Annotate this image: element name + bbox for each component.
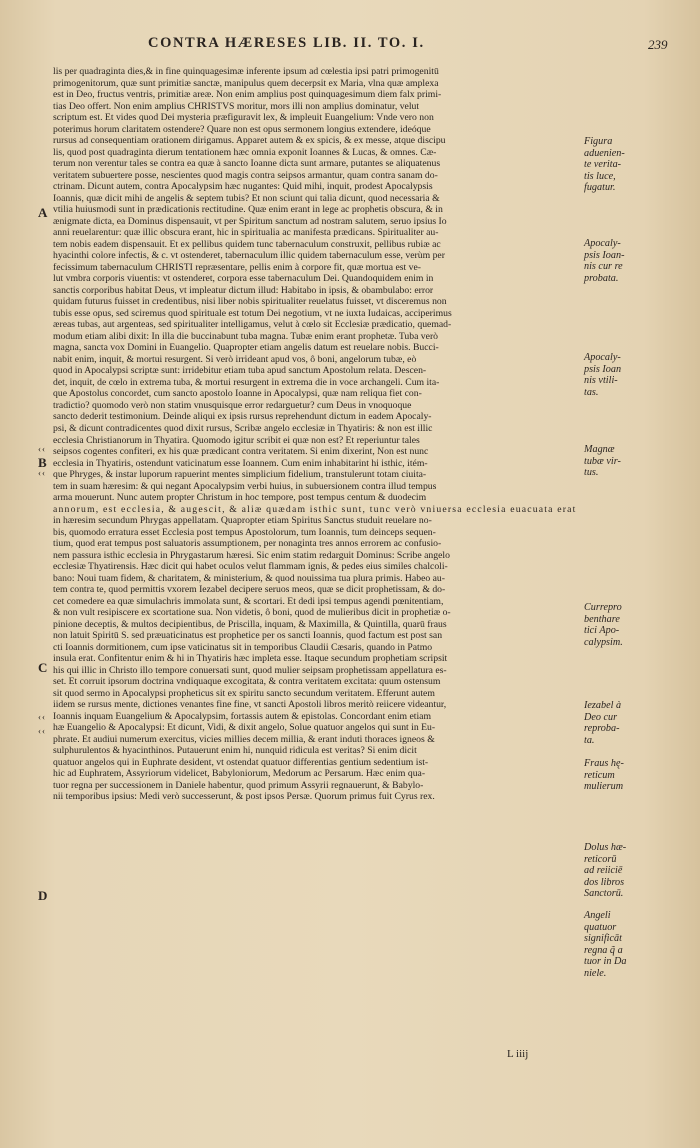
body-line: nem passura isthic ecclesia in Phrygastarum hæresi. Sic enim statim redarguit Dominus: Scribe angelo <box>53 549 450 561</box>
body-line: modum etiam alibi dixit: In illa die buccinabunt tuba magna. Tubæ enim erant prophetæ. Tuba verò <box>53 330 439 342</box>
body-line: ctrinam. Dicunt autem, contra Apocalypsim hæc nugantes: Quid mihi, inquit, prodest Apocalypsis <box>53 181 433 193</box>
body-line: ænigmate dicta, ea Dominus dispensauit, vt per Spiritum sanctum ad nostram salutem, seruo ipsius Io <box>53 215 447 227</box>
running-header: CONTRA HÆRESES LIB. II. TO. I. <box>148 35 425 51</box>
body-line: est in Deo, fructus ventris, primitiæ areæ. Non enim amplius post quinquagesimum diem falx primi- <box>53 89 442 101</box>
body-line: sulphurulentos & hyacinthinos. Putauerunt enim hi, nunquid ridicula est veritas? Si enim dicit <box>53 745 417 757</box>
side-note-line: Angeli <box>584 910 611 921</box>
quote-marks: ‹‹ <box>38 712 46 722</box>
side-note-line: probata. <box>584 272 619 284</box>
side-note <box>584 910 684 980</box>
side-note-line: ad reiiciē <box>584 865 623 877</box>
body-line: tium, quod erat tempus post saluatoris assumptionem, per nonaginta tres annos errorem ac confusio- <box>53 538 442 550</box>
body-line: bano: Noui tuam fidem, & charitatem, & ministerium, & quod nouissima tua plura primis. Habeo au- <box>53 572 445 584</box>
body-line: ecclesia in Thyatiris, ostendunt vaticinatum esse Ioannem. Cum enim inhabitarint hi isthic, itém- <box>53 457 428 469</box>
body-line: sit quod sermo in Apocalypsi propheticus sit ex spiritu sancto secundum veritatem. Efferunt autem <box>53 687 435 699</box>
side-note-line: psis Ioan <box>584 363 622 375</box>
side-note-line: tuor in Da <box>584 956 627 968</box>
body-line: tem nobis eadem dispensauit. Et ex pellibus quidem tunc tabernaculum construxit, pellibus rubiæ ac <box>53 238 441 250</box>
body-line: sanctis corporibus habitat Deus, vt impleatur dictum illud: Habitabo in ipsis, & obambulabo: error <box>53 284 434 296</box>
side-note-line: quatuor <box>584 921 617 933</box>
body-line: set. Et corruit ipsorum doctrina vndiquaque excogitata, & contra veritatem excitata: quum ostensum <box>53 676 441 688</box>
side-note <box>584 758 684 793</box>
side-note-line: tis luce, <box>584 170 616 182</box>
page-number: 239 <box>648 37 668 52</box>
side-note-line: benthare <box>584 613 620 625</box>
side-note <box>584 700 684 746</box>
body-line: non latuit Spiritū S. sed præuaticinatus est prophetice per os sancti Ioannis, quod factum est post san <box>53 630 443 642</box>
body-line: seipsos cogentes confiteri, ex his quæ prædicant contra veritatem. Si enim dixerint, Non est nunc <box>53 446 429 458</box>
body-line: quatuor angelos qui in Euphrate desident, vt ostendat quatuor differentias gentium sedentium ist- <box>53 756 429 768</box>
body-line: que Apostolus concordet, cum sancto apostolo Ioanne in Apocalypsi, quæ nam reliqua fiet con- <box>53 388 422 400</box>
quote-marks: ‹‹ <box>38 468 46 478</box>
side-note-line: reticum <box>584 769 615 781</box>
body-line: primogenitorum, quæ sunt primitiæ sanctæ, manipulus quem decerpsit ex Maria, vlna quæ amplexa <box>53 77 439 89</box>
side-note-line: Currepro <box>584 602 622 613</box>
margin-letter-d: D <box>38 888 48 903</box>
side-note-line: regna q̃ a <box>584 944 623 956</box>
side-note-line: niele. <box>584 967 607 979</box>
body-line: insula erat. Confitentur enim & hi in Thyatiris hæc impleta esse. Itaque secundum prophetiam scripsit <box>53 653 448 665</box>
side-note-line: Sanctorū. <box>584 888 624 900</box>
body-line: det, inquit, de cœlo in extrema tuba, & mortui resurgent in extrema die in voce archangeli. Cum ita- <box>53 376 440 388</box>
body-line: tem in suam hæresim: & qui negant Apocalypsim verbi huius, in subuersionem contra illud tempus <box>53 480 437 492</box>
side-note-line: fugatur. <box>584 182 616 194</box>
body-line: his qui illic in Christo illo tempore conuersati sunt, quod mulier seipsam prophetissam appellatura es- <box>53 664 447 676</box>
body-line: lut vmbra corporis viuentis: vt ostenderet, corpora esse tabernaculum Dei. Quandoquidem enim in <box>53 273 434 285</box>
body-line: bis, quomodo erratura esset Ecclesia post tempus Apostolorum, tum Ioannis, tum deinceps sequen- <box>53 526 436 538</box>
body-line: que Phryges, & instar luporum rapuerint mentes simplicium fidelium, transtulerunt totam ciuita- <box>53 469 427 481</box>
side-note-line: nis cur re <box>584 261 623 273</box>
body-line: tem contra te, quod permittis vxorem Iezabel decipere seruos meos, quæ se dicit prophetissam, & do- <box>53 584 446 596</box>
body-line: fecissimum tabernaculum CHRISTI repræsentare, pellis enim à corpore fit, quæ mortua est ve- <box>53 261 422 273</box>
quote-marks: ‹‹ <box>38 444 46 454</box>
body-line: veritatem subuertere posse, nescientes quod magis contra seipsos armantur, quam contra sanam do- <box>53 169 438 181</box>
side-note-line: psis Ioan- <box>584 249 625 261</box>
body-line: Ioannis inquam Euangelium & Apocalypsim, fortassis autem & epistolas. Concordant enim etiam <box>53 710 432 722</box>
body-line: lis per quadraginta dies,& in fine quinquagesimæ inferente ipsum ad cœlestia ipsi patri primogenitū <box>53 66 439 77</box>
side-note <box>584 444 684 479</box>
body-line: phrate. Et audiui numerum exercitus, vicies millies decem millia, & erant induti thoraces igneos & <box>53 733 435 745</box>
body-line: rursus ad consequentiam orationem dirigamus. Apparet autem & ex spicis, & ex messe, atque discipu <box>53 135 446 147</box>
side-note-line: tas. <box>584 386 599 398</box>
side-note-line: tici Apo- <box>584 625 620 637</box>
body-line: tias Deo offert. Non enim amplius CHRISTVS moritur, mors illi non amplius dominatur, velut <box>53 100 420 112</box>
side-note-line: Apocaly- <box>584 352 621 363</box>
side-note <box>584 136 684 194</box>
side-note-line: Deo cur <box>584 711 618 723</box>
side-note-line: calypsim. <box>584 636 623 648</box>
side-note-line: Iezabel à <box>584 700 622 711</box>
side-note-line: mulierum <box>584 781 624 793</box>
body-line: lis, quod post quadraginta dierum tentationem hæc omnia exponit Ioannes & Lucas, & omnes. Cæ- <box>53 146 437 158</box>
body-line: hic ad Euphratem, Assyriorum videlicet, Babyloniorum, Medorum ac Persarum. Hæc enim qua- <box>53 768 426 780</box>
side-note-line: Apocaly- <box>584 238 621 249</box>
body-line: sancto dederit testimonium. Deinde aliqui ex ipsis rursus reprehendunt dictum in eadem Apocaly- <box>53 411 432 423</box>
body-line: & non vult resipiscere ex scortatione sua. Non videtis, ô boni, quod de mulieribus dicit in prophetiæ o- <box>53 607 451 619</box>
body-text <box>53 66 577 803</box>
body-line: tubis esse opus, sed sciremus quod spirituale est totum Dei negotium, vt ne iuxta Iudaicas, acciperimus <box>53 307 452 319</box>
body-line: psi, & dicunt contradicentes quod dixit rursus, Scribæ angelo ecclesiæ in Thyatiris: & non est illic <box>53 422 433 434</box>
side-note-line: reproba- <box>584 723 620 735</box>
side-note <box>584 602 684 648</box>
side-note-line: tubæ vir- <box>584 455 621 467</box>
body-line: quod in Apocalypsi scriptæ sunt: irridebitur etiam tuba apud sanctum Apostolum relata. Descen- <box>53 365 427 377</box>
body-line: cti Ioannis dormitionem, cum ipse vaticinatus sit in temporibus Claudii Cæsaris, quando in Patmo <box>53 641 433 653</box>
body-line: quidam futurus fuisset in credentibus, nisi liber nobis spiritualiter reuelatus fuisset, vt disceremus non <box>53 296 447 308</box>
body-line: scriptum est. Et vides quod Dei mysteria præfiguravit lex, & impleuit Euangelium: Vnde vero non <box>53 112 434 124</box>
margin-letter-b: B <box>38 455 47 470</box>
margin-letter-c: C <box>38 660 48 675</box>
body-line: iidem se rursus mente, dictiones venantes fine fine, vt sancti Apostoli libros meritò reiicere videantur, <box>53 699 447 711</box>
body-line: annorum, est ecclesia, & augescit, & aliæ quædam isthic sunt, tunc verò vniuersa ecclesia euacuata erat <box>53 503 577 515</box>
side-note <box>584 238 684 284</box>
side-note-line: Dolus hæ- <box>584 842 627 853</box>
body-line: hæ Euangelio & Apocalypsi: Et dicunt, Vidi, & dixit angelo, Solue quatuor angelos qui sunt in Eu- <box>53 722 436 734</box>
side-note-line: dos libros <box>584 876 625 888</box>
body-line: anni reuelarentur: quæ illic obscura erant, hic in spiritualia ac manifesta prædicans. Spiritualiter au- <box>53 227 439 239</box>
body-line: Ioannis, quæ dicit mihi de angelis & septem tubis? Et non sciunt qui talia dicunt, quod necessaria & <box>53 192 440 204</box>
side-note-line: nis vtili- <box>584 375 618 387</box>
side-note-line: reticorū <box>584 853 617 865</box>
body-line: pinione deceptis, & multos decipientibus, de Priscilla, inquam, & Maximilla, & Quintilla, quarū fraus <box>53 618 447 630</box>
margin-letter-a: A <box>38 205 48 220</box>
quote-marks: ‹‹ <box>38 726 46 736</box>
side-note-line: Magnæ <box>584 444 615 455</box>
side-note-line: ta. <box>584 734 595 746</box>
side-note <box>584 842 684 900</box>
body-line: vtilia huiusmodi sunt in prædicationis rectitudine. Quæ enim erant in lege ac prophetis obscura, & in <box>53 204 443 216</box>
body-line: terum non verentur tales se contra ea quæ à sancto Ioanne dicta sunt armare, putantes se aliquatenus <box>53 158 441 170</box>
body-line: ecclesiæ Thyatirensis. Hæc dicit qui habet oculos velut flammam ignis, & pedes eius similes chalcoli- <box>53 561 448 573</box>
body-line: nabit enim, inquit, & mortui resurgent. Si verò irrideant apud vos, ô boni, angelorum tubæ, eò <box>53 353 417 365</box>
side-note-line: Figura <box>584 136 613 147</box>
side-note <box>584 352 684 398</box>
body-line: æreas tubas, aut argenteas, sed spiritualiter intelligamus, velut à cœlo sit Ecclesiæ prædicatio, quemad- <box>53 319 452 331</box>
side-note-line: tus. <box>584 467 599 479</box>
body-line: hyacinthi colore infectis, & c. vt ostenderet, tabernaculum illic quidem tabernaculum esse, verùm per <box>53 250 445 262</box>
body-line: arma mouerunt. Nunc autem propter Christum in hoc tempore, post tempus centum & duodecim <box>53 492 427 504</box>
signature-mark: L iiij <box>507 1048 529 1060</box>
side-note-line: te verita- <box>584 159 622 171</box>
body-line: in hæresim secundum Phrygas appellatam. Quapropter etiam Spiritus Sanctus studuit reuelare no- <box>53 515 432 527</box>
body-line: cet comedere ea quæ simulachris immolata sunt, & scortari. Et dedi ipsi tempus agendi pœnitentiam, <box>53 595 444 607</box>
body-line: tradictio? quomodo verò non statim vnusquisque error redarguetur? cum Deus in vnoquoque <box>53 399 412 411</box>
body-line: tuor regna per successionem in Daniele habentur, quod primum Assyrii regnauerunt, & Babylo- <box>53 779 424 791</box>
side-note-line: significāt <box>584 933 622 945</box>
body-line: nii temporibus ipsius: Medi verò successerunt, & post ipsos Persæ. Quorum primus fuit Cyrus rex. <box>53 791 435 803</box>
body-line: poterimus horum claritatem ostendere? Quare non est opus sermonem longius extendere, ideóque <box>53 123 431 135</box>
side-note-line: Fraus hę- <box>584 758 624 769</box>
body-line: magna, sancta vox Domini in Euangelio. Quapropter etiam angelis datum est reuelare nobis. Bucci- <box>53 342 439 354</box>
side-note-line: aduenien- <box>584 147 625 159</box>
body-line: ecclesia Christianorum in Thyatira. Quomodo igitur scribit ei quæ non est? Et reperiuntur tales <box>53 434 420 446</box>
